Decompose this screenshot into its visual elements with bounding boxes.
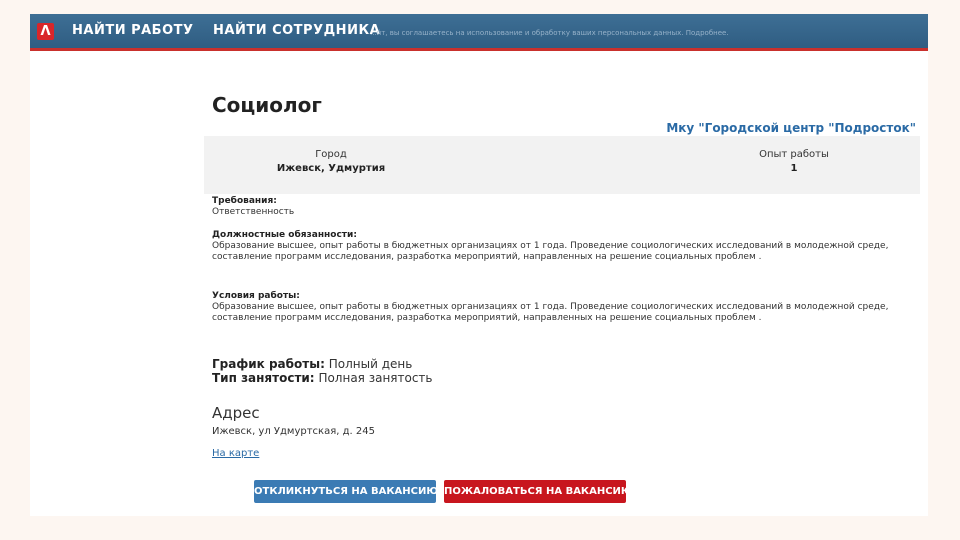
schedule-line: [212, 357, 433, 371]
duties-section: [212, 230, 902, 263]
cookie-notice: ...йт, вы соглашаетесь на использование и обработку ваших персональных данных. Подробнее.: [370, 29, 729, 37]
schedule-value: Полный день: [328, 357, 413, 371]
requirements-label: Требования:: [212, 196, 277, 206]
vacancy-info-box: [204, 136, 920, 194]
address-title: Адрес: [212, 404, 260, 422]
employment-value: Полная занятость: [318, 371, 433, 385]
conditions-text: Образование высшее, опыт работы в бюджетных организациях от 1 года. Проведение социологических исследований в молодежной среде, составление программ исследования, разработка мероприятий, направленных на решение социальных проблем .: [212, 302, 889, 323]
requirements-section: [212, 196, 902, 218]
conditions-label: Условия работы:: [212, 291, 300, 301]
schedule-label: График работы:: [212, 357, 325, 371]
schedule-block: [212, 357, 433, 385]
map-link[interactable]: На карте: [212, 448, 260, 459]
conditions-section: [212, 291, 902, 324]
employment-line: [212, 371, 433, 385]
apply-button[interactable]: ОТКЛИКНУТЬСЯ НА ВАКАНСИЮ: [254, 480, 436, 503]
employment-label: Тип занятости:: [212, 371, 315, 385]
report-button[interactable]: ПОЖАЛОВАТЬСЯ НА ВАКАНСИЮ: [444, 480, 626, 503]
experience-value: 1: [790, 163, 798, 174]
employer-link[interactable]: Мку "Городской центр "Подросток": [666, 121, 916, 135]
experience-label: Опыт работы: [759, 149, 829, 160]
page: [30, 14, 928, 516]
top-navbar: [30, 14, 928, 51]
requirements-text: Ответственность: [212, 207, 295, 217]
logo-icon[interactable]: Λ: [37, 23, 54, 40]
nav-find-employee[interactable]: НАЙТИ СОТРУДНИКА: [213, 23, 381, 38]
address-text: Ижевск, ул Удмуртская, д. 245: [212, 426, 375, 437]
page-title: Социолог: [212, 93, 322, 117]
experience-info: [694, 149, 894, 174]
duties-text: Образование высшее, опыт работы в бюджетных организациях от 1 года. Проведение социологических исследований в молодежной среде, составление программ исследования, разработка мероприятий, направленных на решение социальных проблем .: [212, 241, 889, 262]
duties-label: Должностные обязанности:: [212, 230, 357, 240]
nav-find-job[interactable]: НАЙТИ РАБОТУ: [72, 23, 194, 38]
city-value: Ижевск, Удмуртия: [276, 163, 386, 174]
city-label: Город: [315, 149, 347, 160]
city-info: [231, 149, 431, 174]
